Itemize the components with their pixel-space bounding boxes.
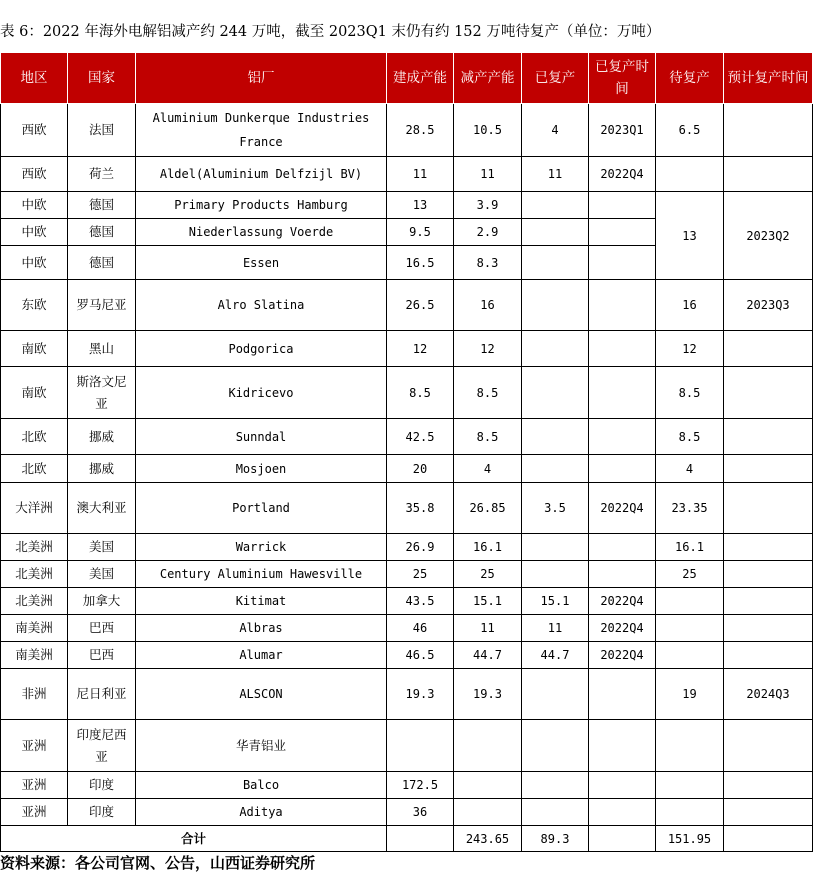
cell-capacity: 8.5	[387, 367, 454, 419]
cell-region: 南欧	[1, 331, 68, 367]
cell-country: 尼日利亚	[68, 669, 136, 720]
cell-restarted	[522, 192, 589, 219]
cell-restarted	[522, 669, 589, 720]
header-plant: 铝厂	[136, 53, 387, 104]
cell-restart-time: 2022Q4	[589, 642, 656, 669]
cell-capacity: 46.5	[387, 642, 454, 669]
cell-restart-time	[589, 419, 656, 455]
total-pending: 151.95	[656, 826, 724, 852]
header-restart-time: 已复产时间	[589, 53, 656, 104]
header-row	[1, 53, 813, 104]
cell-country: 荷兰	[68, 157, 136, 192]
table-row	[1, 799, 813, 826]
cell-restart-time	[589, 561, 656, 588]
cell-expected-time	[724, 772, 813, 799]
table-row	[1, 615, 813, 642]
cell-restart-time	[589, 799, 656, 826]
cell-region: 西欧	[1, 104, 68, 157]
cell-cut: 16	[454, 280, 522, 331]
cell-cut: 44.7	[454, 642, 522, 669]
aluminium-cut-table	[0, 52, 813, 852]
cell-plant: 华青铝业	[136, 720, 387, 772]
cell-cut: 8.3	[454, 246, 522, 280]
table-row	[1, 419, 813, 455]
cell-country: 美国	[68, 534, 136, 561]
cell-region: 亚洲	[1, 772, 68, 799]
cell-restart-time: 2022Q4	[589, 588, 656, 615]
cell-restart-time	[589, 246, 656, 280]
cell-capacity: 26.9	[387, 534, 454, 561]
cell-pending	[656, 799, 724, 826]
cell-cut: 10.5	[454, 104, 522, 157]
cell-restart-time: 2023Q1	[589, 104, 656, 157]
cell-capacity: 43.5	[387, 588, 454, 615]
total-capacity	[387, 826, 454, 852]
cell-pending	[656, 615, 724, 642]
header-region: 地区	[1, 53, 68, 104]
table-row	[1, 642, 813, 669]
cell-capacity: 13	[387, 192, 454, 219]
cell-pending: 8.5	[656, 419, 724, 455]
cell-restarted: 3.5	[522, 483, 589, 534]
cell-expected-time	[724, 483, 813, 534]
cell-pending: 13	[656, 192, 724, 280]
total-row	[1, 826, 813, 852]
table-row	[1, 561, 813, 588]
table-row	[1, 367, 813, 419]
cell-pending: 16	[656, 280, 724, 331]
cell-expected-time: 2024Q3	[724, 669, 813, 720]
cell-plant: Alro Slatina	[136, 280, 387, 331]
cell-restarted	[522, 419, 589, 455]
table-row	[1, 588, 813, 615]
total-expected-time	[724, 826, 813, 852]
cell-plant: Warrick	[136, 534, 387, 561]
cell-expected-time	[724, 615, 813, 642]
cell-country: 加拿大	[68, 588, 136, 615]
cell-restart-time	[589, 720, 656, 772]
cell-expected-time	[724, 455, 813, 483]
cell-cut: 8.5	[454, 367, 522, 419]
table-row	[1, 720, 813, 772]
cell-pending: 25	[656, 561, 724, 588]
cell-cut: 8.5	[454, 419, 522, 455]
cell-plant: Mosjoen	[136, 455, 387, 483]
cell-region: 大洋洲	[1, 483, 68, 534]
cell-expected-time: 2023Q3	[724, 280, 813, 331]
table-row	[1, 772, 813, 799]
table-row	[1, 192, 813, 219]
cell-region: 东欧	[1, 280, 68, 331]
cell-region: 北美洲	[1, 588, 68, 615]
cell-plant: Kidricevo	[136, 367, 387, 419]
cell-cut: 16.1	[454, 534, 522, 561]
cell-capacity: 26.5	[387, 280, 454, 331]
cell-region: 南美洲	[1, 615, 68, 642]
cell-restarted	[522, 455, 589, 483]
cell-restart-time	[589, 669, 656, 720]
cell-restart-time	[589, 534, 656, 561]
cell-restarted	[522, 331, 589, 367]
cell-country: 斯洛文尼亚	[68, 367, 136, 419]
cell-plant: Primary Products Hamburg	[136, 192, 387, 219]
cell-restart-time: 2022Q4	[589, 615, 656, 642]
cell-capacity: 35.8	[387, 483, 454, 534]
cell-pending: 16.1	[656, 534, 724, 561]
cell-capacity: 172.5	[387, 772, 454, 799]
cell-cut: 26.85	[454, 483, 522, 534]
cell-restart-time	[589, 455, 656, 483]
cell-country: 巴西	[68, 615, 136, 642]
cell-restarted	[522, 720, 589, 772]
cell-plant: Sunndal	[136, 419, 387, 455]
cell-plant: Century Aluminium Hawesville	[136, 561, 387, 588]
cell-restart-time	[589, 192, 656, 219]
header-pending: 待复产	[656, 53, 724, 104]
cell-capacity: 36	[387, 799, 454, 826]
cell-region: 中欧	[1, 246, 68, 280]
cell-region: 西欧	[1, 157, 68, 192]
cell-cut	[454, 772, 522, 799]
cell-restarted: 44.7	[522, 642, 589, 669]
table-row	[1, 331, 813, 367]
total-restarted: 89.3	[522, 826, 589, 852]
cell-region: 中欧	[1, 219, 68, 246]
table-row	[1, 483, 813, 534]
cell-restart-time: 2022Q4	[589, 157, 656, 192]
cell-pending	[656, 157, 724, 192]
cell-expected-time	[724, 534, 813, 561]
cell-restarted	[522, 280, 589, 331]
cell-region: 南欧	[1, 367, 68, 419]
header-expected-time: 预计复产时间	[724, 53, 813, 104]
cell-capacity: 19.3	[387, 669, 454, 720]
table-row	[1, 455, 813, 483]
cell-expected-time	[724, 157, 813, 192]
cell-country: 法国	[68, 104, 136, 157]
cell-cut: 15.1	[454, 588, 522, 615]
cell-capacity: 12	[387, 331, 454, 367]
cell-plant: Portland	[136, 483, 387, 534]
cell-country: 印度	[68, 772, 136, 799]
cell-plant: Balco	[136, 772, 387, 799]
total-cut: 243.65	[454, 826, 522, 852]
cell-expected-time	[724, 642, 813, 669]
cell-country: 美国	[68, 561, 136, 588]
cell-capacity: 28.5	[387, 104, 454, 157]
cell-capacity: 11	[387, 157, 454, 192]
cell-plant: Albras	[136, 615, 387, 642]
cell-country: 挪威	[68, 419, 136, 455]
table-row	[1, 104, 813, 157]
cell-region: 亚洲	[1, 720, 68, 772]
cell-pending: 6.5	[656, 104, 724, 157]
cell-plant: Kitimat	[136, 588, 387, 615]
table-caption: 表 6：2022 年海外电解铝减产约 244 万吨，截至 2023Q1 末仍有约 152 万吨待复产（单位：万吨）	[0, 24, 661, 40]
cell-plant: Podgorica	[136, 331, 387, 367]
cell-expected-time: 2023Q2	[724, 192, 813, 280]
cell-expected-time	[724, 720, 813, 772]
cell-pending	[656, 720, 724, 772]
cell-cut: 4	[454, 455, 522, 483]
cell-capacity: 42.5	[387, 419, 454, 455]
table-row	[1, 534, 813, 561]
cell-region: 北欧	[1, 419, 68, 455]
cell-capacity: 20	[387, 455, 454, 483]
cell-restarted: 15.1	[522, 588, 589, 615]
cell-region: 中欧	[1, 192, 68, 219]
cell-restart-time: 2022Q4	[589, 483, 656, 534]
cell-restarted	[522, 799, 589, 826]
cell-restart-time	[589, 331, 656, 367]
cell-cut: 3.9	[454, 192, 522, 219]
cell-country: 印度尼西亚	[68, 720, 136, 772]
header-country: 国家	[68, 53, 136, 104]
table-row	[1, 157, 813, 192]
cell-restart-time	[589, 367, 656, 419]
cell-plant: ALSCON	[136, 669, 387, 720]
cell-expected-time	[724, 104, 813, 157]
cell-restart-time	[589, 219, 656, 246]
total-restart-time	[589, 826, 656, 852]
cell-capacity	[387, 720, 454, 772]
header-capacity: 建成产能	[387, 53, 454, 104]
cell-pending: 4	[656, 455, 724, 483]
cell-restarted	[522, 772, 589, 799]
cell-restarted	[522, 561, 589, 588]
cell-plant: Aluminium Dunkerque Industries France	[136, 104, 387, 157]
source-note: 资料来源：各公司官网、公告，山西证券研究所	[0, 854, 316, 872]
cell-pending	[656, 772, 724, 799]
cell-pending	[656, 588, 724, 615]
cell-restart-time	[589, 772, 656, 799]
cell-restarted	[522, 367, 589, 419]
cell-capacity: 16.5	[387, 246, 454, 280]
cell-country: 德国	[68, 219, 136, 246]
cell-country: 罗马尼亚	[68, 280, 136, 331]
cell-pending	[656, 642, 724, 669]
table-row	[1, 669, 813, 720]
cell-country: 澳大利亚	[68, 483, 136, 534]
cell-capacity: 25	[387, 561, 454, 588]
cell-expected-time	[724, 419, 813, 455]
cell-restart-time	[589, 280, 656, 331]
cell-plant: Aldel(Aluminium Delfzijl BV)	[136, 157, 387, 192]
cell-capacity: 9.5	[387, 219, 454, 246]
cell-plant: Alumar	[136, 642, 387, 669]
cell-cut	[454, 720, 522, 772]
cell-expected-time	[724, 331, 813, 367]
cell-country: 巴西	[68, 642, 136, 669]
cell-restarted: 11	[522, 157, 589, 192]
cell-country: 德国	[68, 246, 136, 280]
cell-country: 挪威	[68, 455, 136, 483]
cell-cut	[454, 799, 522, 826]
cell-restarted	[522, 219, 589, 246]
cell-region: 非洲	[1, 669, 68, 720]
cell-pending: 23.35	[656, 483, 724, 534]
cell-pending: 12	[656, 331, 724, 367]
cell-pending: 8.5	[656, 367, 724, 419]
cell-cut: 2.9	[454, 219, 522, 246]
cell-region: 亚洲	[1, 799, 68, 826]
header-restarted: 已复产	[522, 53, 589, 104]
cell-region: 南美洲	[1, 642, 68, 669]
cell-expected-time	[724, 588, 813, 615]
cell-cut: 12	[454, 331, 522, 367]
cell-plant: Niederlassung Voerde	[136, 219, 387, 246]
cell-restarted: 11	[522, 615, 589, 642]
cell-expected-time	[724, 561, 813, 588]
table-row	[1, 280, 813, 331]
cell-country: 印度	[68, 799, 136, 826]
total-label: 合计	[1, 826, 387, 852]
cell-region: 北美洲	[1, 561, 68, 588]
cell-expected-time	[724, 367, 813, 419]
cell-restarted: 4	[522, 104, 589, 157]
cell-cut: 11	[454, 615, 522, 642]
cell-cut: 25	[454, 561, 522, 588]
cell-capacity: 46	[387, 615, 454, 642]
cell-country: 黑山	[68, 331, 136, 367]
cell-restarted	[522, 246, 589, 280]
cell-expected-time	[724, 799, 813, 826]
cell-pending: 19	[656, 669, 724, 720]
cell-region: 北欧	[1, 455, 68, 483]
cell-plant: Aditya	[136, 799, 387, 826]
cell-cut: 11	[454, 157, 522, 192]
cell-plant: Essen	[136, 246, 387, 280]
cell-region: 北美洲	[1, 534, 68, 561]
cell-country: 德国	[68, 192, 136, 219]
cell-cut: 19.3	[454, 669, 522, 720]
cell-restarted	[522, 534, 589, 561]
header-cut: 减产产能	[454, 53, 522, 104]
